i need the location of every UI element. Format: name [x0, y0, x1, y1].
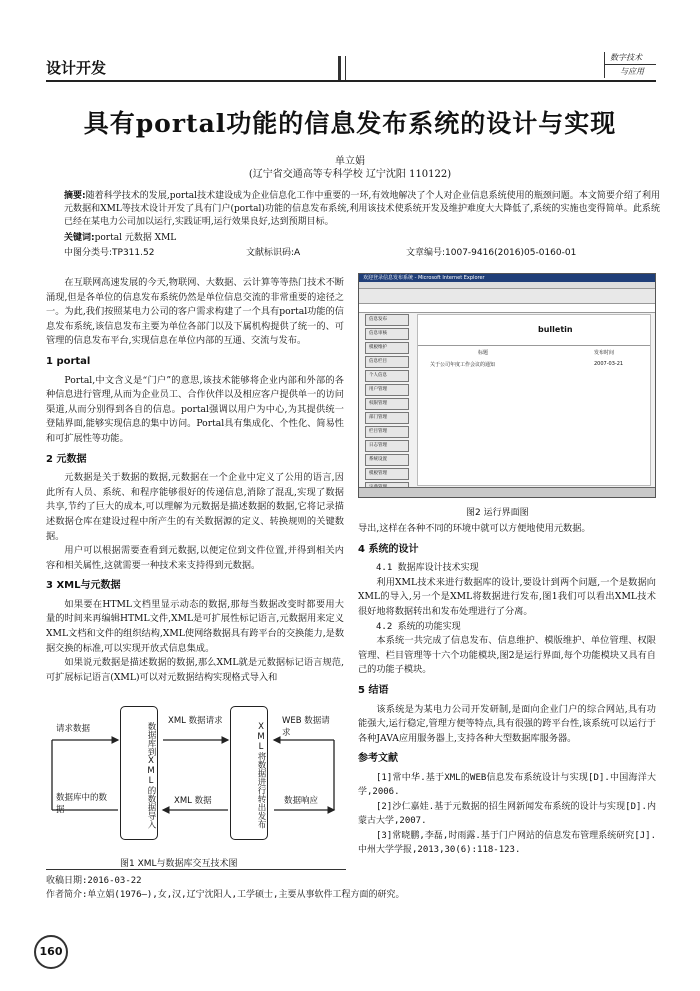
db-data-label: 数据库中的数据 [56, 793, 108, 815]
sidebar-item: 模板管理 [365, 468, 409, 480]
figure-2-caption: 图2 运行界面图 [466, 508, 529, 518]
affiliation: (辽宁省交通高等专科学校 辽宁沈阳 110122) [248, 169, 452, 180]
sidebar-item: 信息审核 [365, 328, 409, 340]
sidebar-item: 信息发布 [365, 314, 409, 326]
left-column [46, 276, 344, 685]
menu-bar [359, 282, 655, 289]
toolbar [359, 289, 655, 304]
request-data-label: 请求数据 [56, 724, 91, 734]
section-label: 设计开发 [46, 59, 107, 77]
page-number: 160 [34, 935, 68, 969]
journal-logo [596, 52, 656, 78]
right-column [358, 522, 656, 858]
references-list [358, 771, 656, 858]
sidebar [365, 314, 409, 498]
paragraph: 用户可以根据需要查看到元数据,以便定位到文件位置,并得到相关内容和相关属性,这就需要一种技术来支持得到元数据。 [46, 545, 344, 571]
header-bar [345, 56, 346, 80]
table-header: 发布时间 [594, 350, 615, 356]
keywords-label: 关键词: [64, 233, 95, 243]
abstract [64, 190, 660, 229]
reference-item: [3]常晓鹏,李磊,时雨露.基于门户网站的信息发布管理系统研究[J].中州大学学报,2013,30(6):118-123. [358, 830, 656, 856]
received-date: 收稿日期:2016-03-22 [46, 876, 142, 886]
sidebar-item: 栏目管理 [365, 426, 409, 438]
data-response-label: 数据响应 [284, 796, 319, 806]
paragraph: 如果要在HTML文档里显示动态的数据,那每当数据改变时都要用大量的时间来再编辑HTML文件,XML是可扩展性标记语言,元数据用来定义XML文档和文件的组织结构,XML使网络数据具有跨平台的交换能力,是数据交换的标准,可以实现开放式信息集成。 [46, 598, 345, 654]
paragraph: 导出,这样在各种不同的环境中就可以方便地使用元数据。 [358, 523, 591, 534]
window-title: 欢迎登录信息发布系统 - Microsoft Internet Explorer [359, 274, 655, 282]
taskbar [359, 487, 655, 497]
author-bio: 作者简介:单立娟(1976—),女,汉,辽宁沈阳人,工学硕士,主要从事软件工程方面的研究。 [46, 890, 405, 900]
figure-2-screenshot [358, 273, 656, 498]
clc-number: 中图分类号:TP311.52 [64, 248, 155, 258]
journal-name-line2: 与应用 [620, 67, 644, 76]
paragraph: 本系统一共完成了信息发布、信息维护、模版维护、单位管理、权限管理、栏目管理等十六个功能模块,图2是运行界面,每个功能模块又具有自己的功能子模块。 [358, 635, 656, 676]
table-row: 2007-03-21 [594, 361, 624, 367]
sidebar-item: 日志管理 [365, 440, 409, 452]
table-header: 标题 [478, 350, 489, 356]
journal-name-line1: 数字技术 [610, 53, 642, 62]
paragraph: Portal,中文含义是“门户”的意思,该技术能够将企业内部和外部的各种信息进行管理,从而为企业员工、合作伙伴以及相应客户提供单一的访问渠道,从而分别得到各自的信息。portal强调以用户为中心,为其提供统一登陆界面,能够实现信息的集中访问。Portal具有集成化、个性化、简易性和可扩展性等功能。 [46, 374, 344, 444]
xml-request-label: XML 数据请求 [168, 716, 223, 726]
section-heading: 5 结语 [358, 684, 389, 696]
keywords-text: portal 元数据 XML [94, 233, 177, 243]
article-number: 文章编号:1007-9416(2016)05-0160-01 [406, 248, 577, 258]
content-pane [417, 314, 651, 486]
figure-1-diagram [48, 700, 344, 850]
paper-title: 具有portal功能的信息发布系统的设计与实现 [83, 109, 617, 138]
reference-item: [1]常中华.基于XML的WEB信息发布系统设计与实现[D].中国海洋大学,2006. [358, 772, 656, 798]
document-code: 文献标识码:A [246, 248, 301, 258]
paragraph: 利用XML技术来进行数据库的设计,要设计到两个问题,一个是数据向XML的导入,另一个是XML将数据进行发布,图1我们可以看出XML技术很好地将数据转出和发布处理进行了分离。 [358, 576, 656, 617]
sidebar-item: 权限管理 [365, 398, 409, 410]
header-bar [338, 56, 341, 80]
intro-paragraph: 在互联网高速发展的今天,物联网、大数据、云计算等等热门技术不断涌现,但是各单位的信息发布系统仍然是单位信息交流的非常重要的途径之一。为此,我们按照某电力公司的客户需求构建了一个具有portal功能的信息发布系统,该信息发布主要为单位各部门以及下属机构提供了统一的、可管理的信息发布平台,实现信息在单位内部的互通、交流与发布。 [46, 277, 344, 347]
subsection-heading: 4.1 数据库设计技术实现 [376, 563, 479, 574]
paragraph: 该系统是为某电力公司开发研制,是面向企业门户的综合网站,具有功能强大,运行稳定,管理方便等特点,具有很强的跨平台性,该系统可以运行于各种JAVA应用服务器上,支持各种大型数据库服务器。 [358, 703, 656, 744]
references-heading: 参考文献 [358, 753, 398, 765]
import-box: 数据库到XML的数据导入 [120, 706, 158, 840]
sidebar-item: 信息栏目 [365, 356, 409, 368]
header-rule [46, 80, 656, 82]
figure-1-caption: 图1 XML与数据库交互技术图 [120, 859, 238, 869]
section-heading: 3 XML与元数据 [46, 580, 121, 592]
paragraph: 元数据是关于数据的数据,元数据在一个企业中定义了公用的语言,因此所有人员、系统、和程序能够很好的传递信息,消除了混乱,实现了数据共享,节约了巨大的成本,可以理解为元数据是描述数据的数据,它将记录描述数据仓库在建设过程中所产生的有关数据源的定义、转换规则的关键数据。 [46, 472, 344, 542]
subsection-heading: 4.2 系统的功能实现 [376, 621, 461, 632]
paragraph: 如果说元数据是描述数据的数据,那么XML就是元数据标记语言规范,可扩展标记语言(XML)可以对元数据结构实现格式导入和 [46, 657, 344, 683]
xml-data-label: XML 数据 [174, 796, 212, 806]
author: 单立娟 [335, 156, 365, 167]
abstract-text: 随着科学技术的发展,portal技术建设成为企业信息化工作中重要的一环,有效地解决了个人对企业信息系统使用的瓶颈问题。本文简要介绍了利用元数据和XML等技术设计开发了具有门户(portal)功能的信息发布系统,利用该技术使系统开发及维护难度大大降低了,系统的实施也变得简单。此系统已经在某电力公司加以运行,实践证明,运行效果良好,达到预期目标。 [64, 191, 660, 227]
sidebar-item: 用户管理 [365, 384, 409, 396]
sidebar-item: 模板维护 [365, 342, 409, 354]
reference-item: [2]沙仁嘉娃.基于元数据的招生网新闻发布系统的设计与实现[D].内蒙古大学,2007. [358, 801, 656, 827]
section-heading: 2 元数据 [46, 453, 87, 465]
publish-box: XML将数据进行转出发布 [230, 706, 268, 840]
footnote-rule [46, 869, 346, 870]
banner: bulletin [538, 325, 573, 334]
sidebar-item: 系统设置 [365, 454, 409, 466]
keywords [64, 230, 176, 243]
section-heading: 1 portal [46, 355, 91, 367]
web-request-label: WEB 数据请求 [282, 716, 330, 738]
sidebar-item: 部门管理 [365, 412, 409, 424]
sidebar-item: 个人信息 [365, 370, 409, 382]
section-heading: 4 系统的设计 [358, 543, 419, 555]
abstract-label: 摘要: [64, 191, 86, 201]
address-bar [359, 304, 655, 313]
table-row: 关于公司年度工作会议的通知 [430, 362, 496, 368]
